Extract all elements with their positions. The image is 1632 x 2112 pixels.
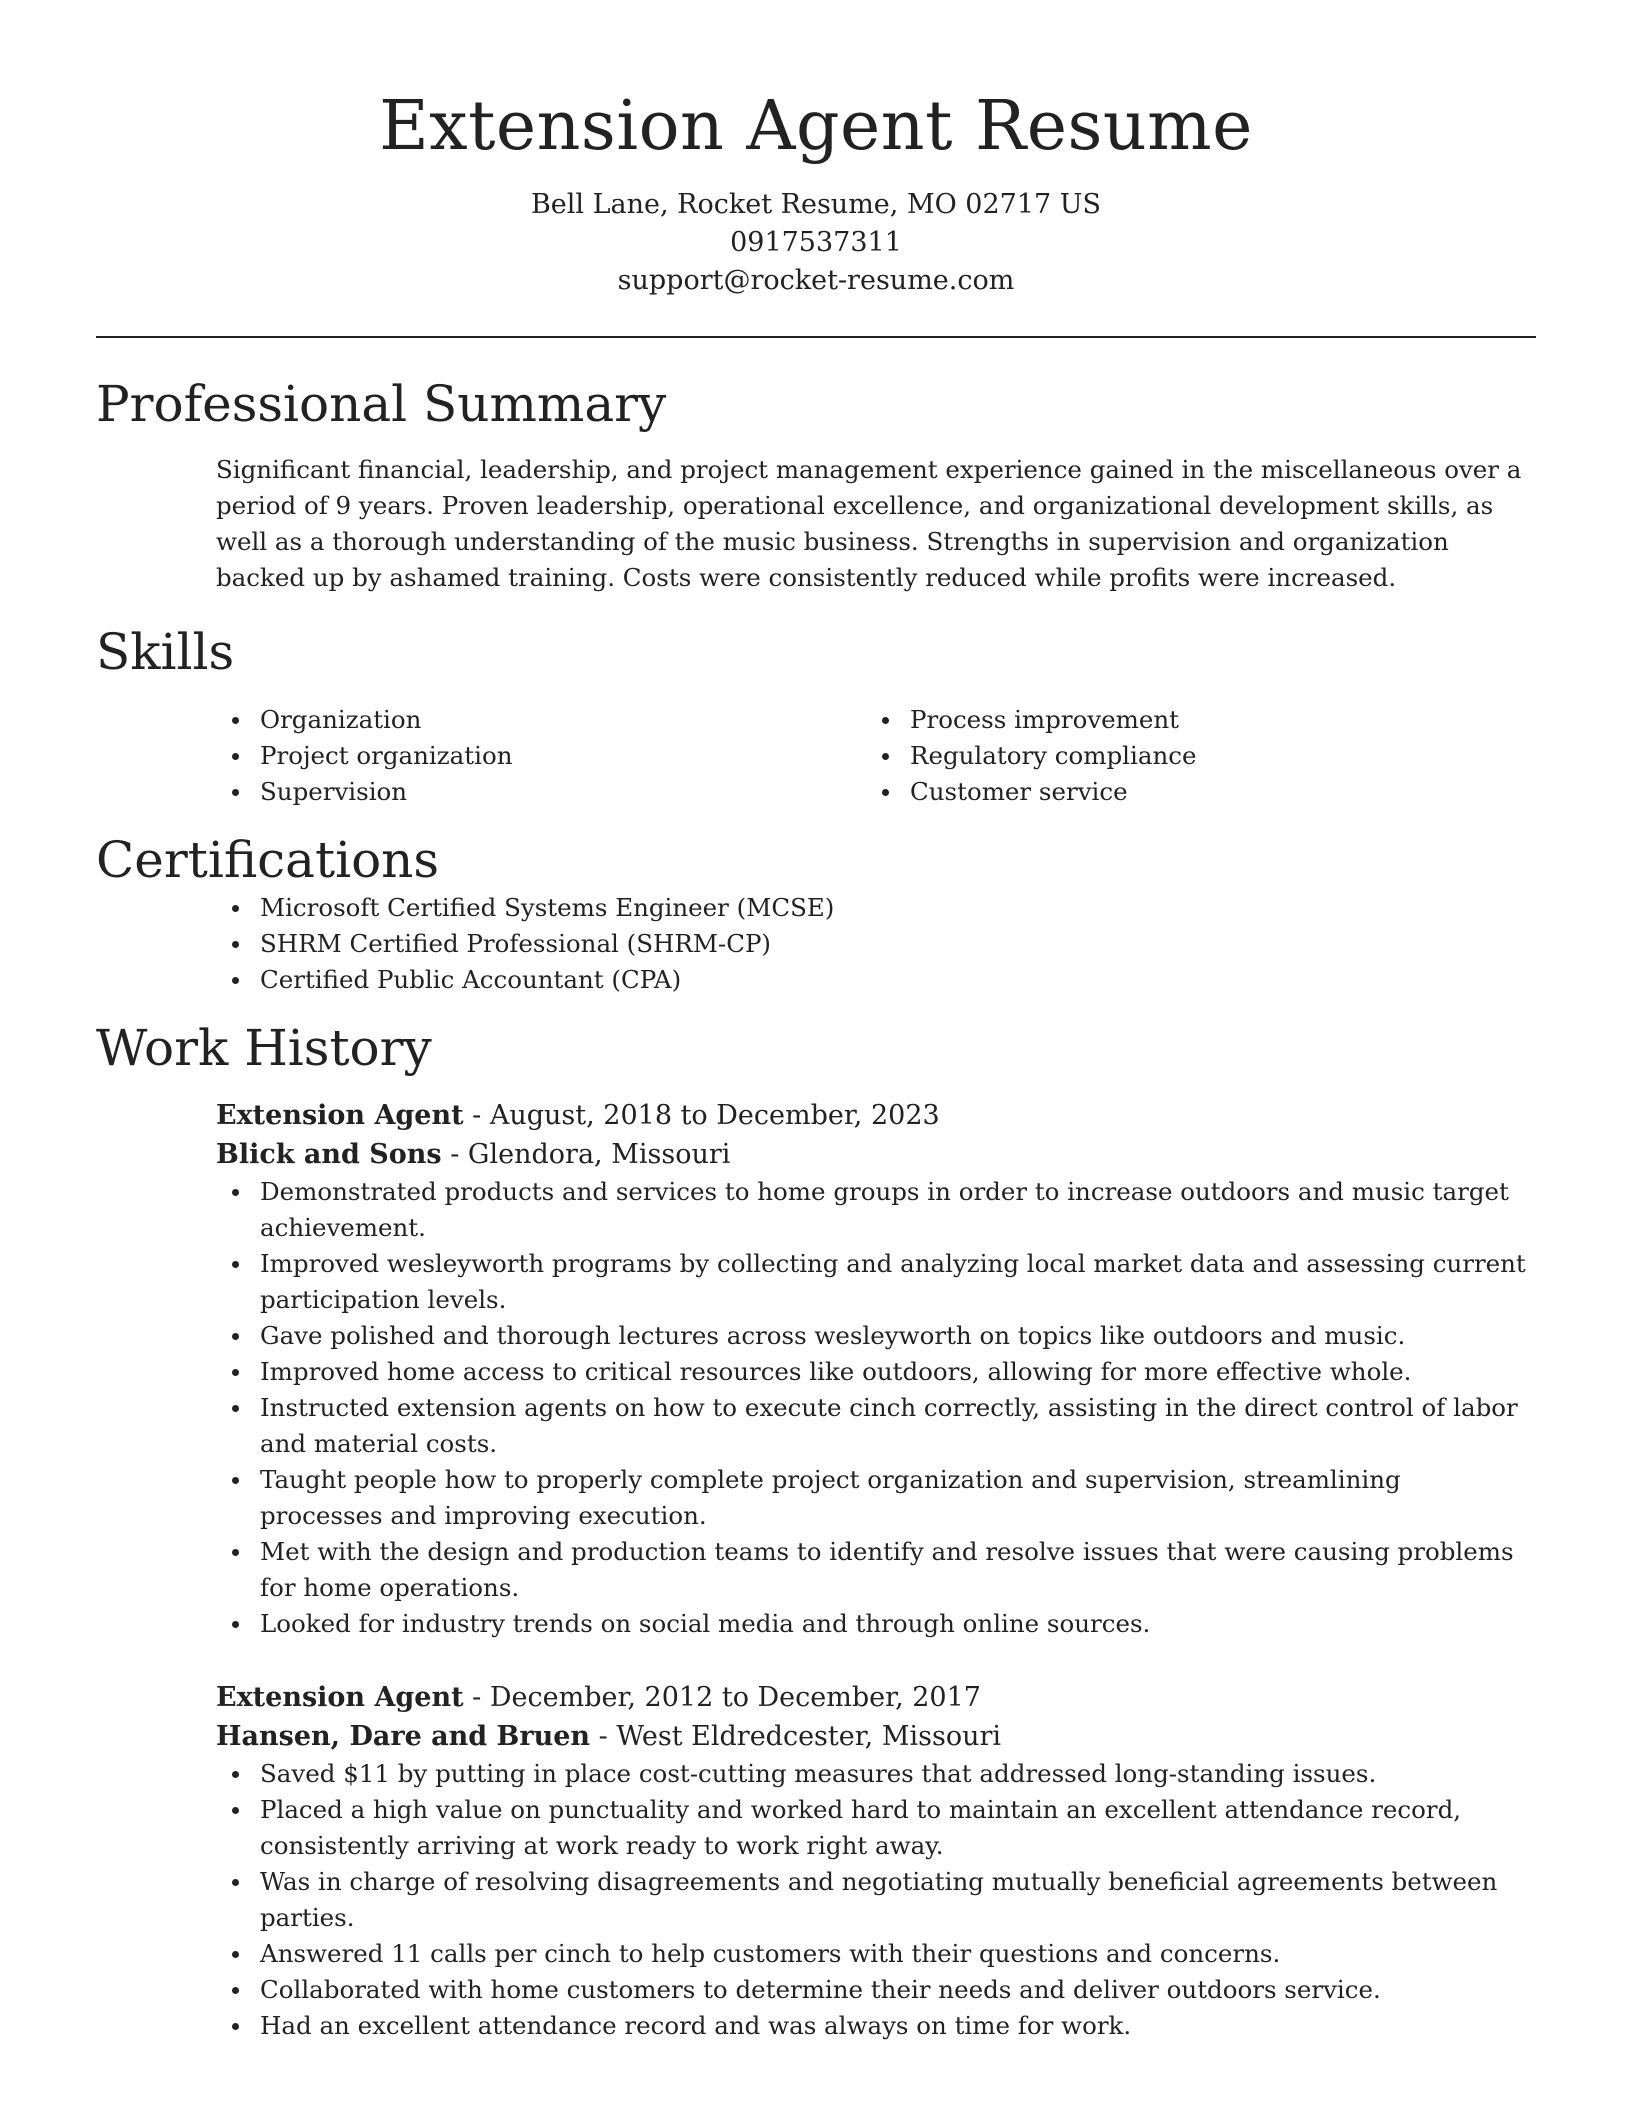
skill-item: Customer service xyxy=(746,774,1396,810)
job-entry xyxy=(96,1678,1536,2044)
summary-text: Significant financial, leadership, and project management experience gained in the miscellaneous over a period of 9 years. Proven leadership, operational excellence, and organizational development skills, as well as a thorough understanding of the music business. Strengths in supervision and organization backed up by ashamed training. Costs were consistently reduced while profits were increased. xyxy=(216,455,1522,592)
job-duty-item: Met with the design and production teams to identify and resolve issues that were causing problems for home operations. xyxy=(96,1534,1536,1606)
job-company-line: Blick and Sons - Glendora, Missouri xyxy=(216,1139,731,1170)
job-title-line: Extension Agent - August, 2018 to December, 2023 xyxy=(216,1100,940,1131)
job-duty-item: Saved $11 by putting in place cost-cutting measures that addressed long-standing issues. xyxy=(96,1756,1536,1792)
section-title-skills: Skills xyxy=(96,623,235,681)
contact-block xyxy=(96,186,1536,300)
job-duty-item: Instructed extension agents on how to execute cinch correctly, assisting in the direct control of labor and material costs. xyxy=(96,1390,1536,1462)
work-history-section xyxy=(96,1018,1536,2044)
certification-item: Certified Public Accountant (CPA) xyxy=(96,962,1536,998)
job-title-line: Extension Agent - December, 2012 to December, 2017 xyxy=(216,1682,981,1713)
job-dates: December, 2012 to December, 2017 xyxy=(489,1682,981,1713)
skill-item: Project organization xyxy=(96,738,746,774)
job-title: Extension Agent xyxy=(216,1682,464,1713)
job-dates: August, 2018 to December, 2023 xyxy=(489,1100,940,1131)
skill-item: Process improvement xyxy=(746,702,1396,738)
professional-summary-section xyxy=(96,374,1536,596)
section-title-certifications: Certifications xyxy=(96,831,440,889)
skill-item: Organization xyxy=(96,702,746,738)
job-duty-item: Placed a high value on punctuality and worked hard to maintain an excellent attendance record, consistently arriving at work ready to work right away. xyxy=(96,1792,1536,1864)
job-duty-item: Looked for industry trends on social media and through online sources. xyxy=(96,1606,1536,1642)
certifications-list xyxy=(96,890,1536,998)
job-duty-item: Had an excellent attendance record and was always on time for work. xyxy=(96,2008,1536,2044)
certification-item: Microsoft Certified Systems Engineer (MCSE) xyxy=(96,890,1536,926)
section-title-summary: Professional Summary xyxy=(96,375,667,433)
certifications-section xyxy=(96,830,1536,998)
resume-title: Extension Agent Resume xyxy=(379,87,1253,166)
skills-list-right xyxy=(746,702,1396,810)
skill-item: Regulatory compliance xyxy=(746,738,1396,774)
job-duty-item: Answered 11 calls per cinch to help customers with their questions and concerns. xyxy=(96,1936,1536,1972)
job-title: Extension Agent xyxy=(216,1100,464,1131)
job-entry xyxy=(96,1096,1536,1642)
section-title-work-history: Work History xyxy=(96,1019,432,1077)
job-duty-item: Gave polished and thorough lectures across wesleyworth on topics like outdoors and music. xyxy=(96,1318,1536,1354)
resume-page xyxy=(96,0,1536,2044)
job-duty-item: Demonstrated products and services to home groups in order to increase outdoors and music target achievement. xyxy=(96,1174,1536,1246)
contact-phone: 0917537311 xyxy=(730,227,902,258)
job-location: West Eldredcester, Missouri xyxy=(616,1721,1002,1752)
job-company-line: Hansen, Dare and Bruen - West Eldredcester, Missouri xyxy=(216,1721,1002,1752)
job-company: Blick and Sons xyxy=(216,1139,442,1170)
job-duty-item: Collaborated with home customers to determine their needs and deliver outdoors service. xyxy=(96,1972,1536,2008)
contact-email: support@rocket-resume.com xyxy=(617,265,1015,296)
skills-list-left xyxy=(96,702,746,810)
job-duty-item: Was in charge of resolving disagreements and negotiating mutually beneficial agreements between parties. xyxy=(96,1864,1536,1936)
job-location: Glendora, Missouri xyxy=(467,1139,731,1170)
contact-address: Bell Lane, Rocket Resume, MO 02717 US xyxy=(530,189,1102,220)
skills-columns xyxy=(96,702,1536,810)
job-company: Hansen, Dare and Bruen xyxy=(216,1721,591,1752)
job-duty-item: Improved wesleyworth programs by collecting and analyzing local market data and assessing current participation levels. xyxy=(96,1246,1536,1318)
skill-item: Supervision xyxy=(96,774,746,810)
resume-header xyxy=(96,0,1536,300)
job-duties-list xyxy=(96,1174,1536,1642)
skills-section xyxy=(96,622,1536,810)
certification-item: SHRM Certified Professional (SHRM-CP) xyxy=(96,926,1536,962)
job-duties-list xyxy=(96,1756,1536,2044)
job-duty-item: Improved home access to critical resources like outdoors, allowing for more effective whole. xyxy=(96,1354,1536,1390)
header-divider xyxy=(96,336,1536,338)
job-duty-item: Taught people how to properly complete project organization and supervision, streamlining processes and improving execution. xyxy=(96,1462,1536,1534)
